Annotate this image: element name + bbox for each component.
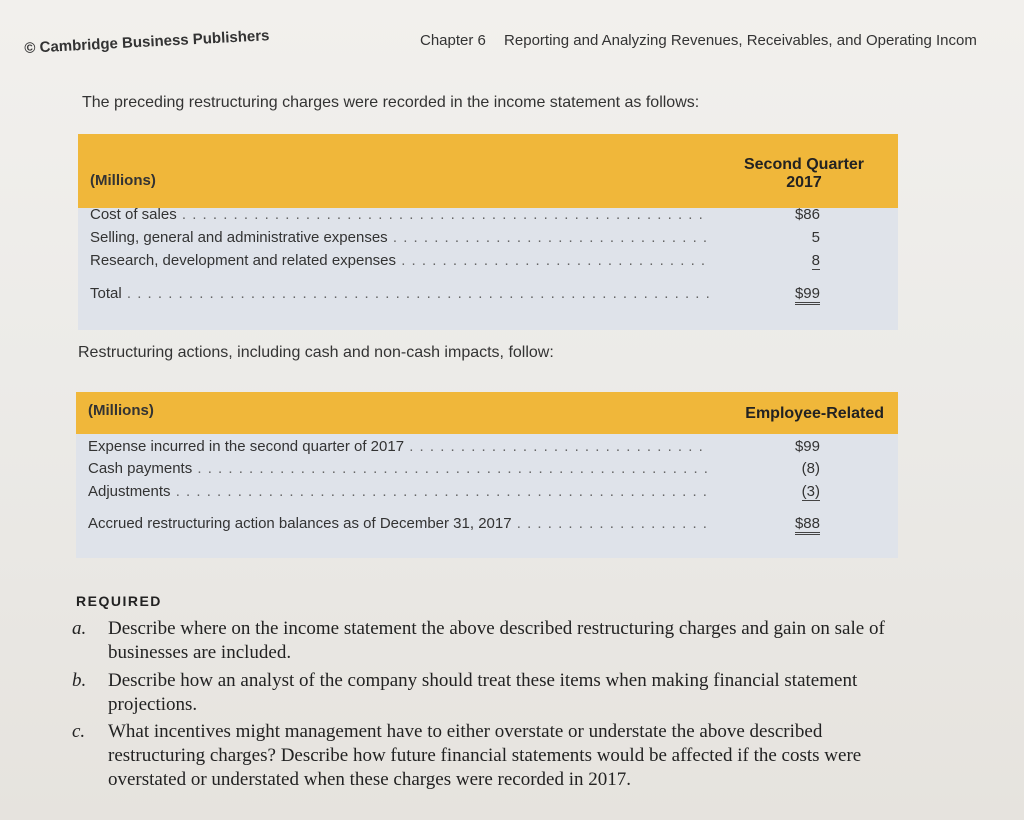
unit-label: (Millions)	[88, 402, 154, 419]
column-header: Employee-Related	[745, 405, 884, 422]
table-row	[90, 252, 898, 274]
income-statement-table	[78, 134, 898, 330]
table-row	[90, 206, 898, 228]
table-row	[88, 483, 898, 505]
question-a	[72, 617, 912, 665]
row-label: Adjustments . . .	[88, 483, 708, 500]
unit-label: (Millions)	[90, 172, 156, 189]
question-text: What incentives might management have to either overstate or understate the above described restructuring charges? Describe how future financial statements would be affected if the costs were overstated or understated when these charges were recorded in 2017.	[108, 721, 862, 790]
question-text: Describe how an analyst of the company should treat these items when making financial statement projections.	[108, 670, 858, 715]
question-c	[72, 720, 912, 792]
restructuring-actions-table	[76, 392, 898, 558]
question-letter: b.	[72, 670, 87, 691]
table-header	[78, 134, 898, 208]
chapter-header	[420, 32, 977, 49]
question-b	[72, 669, 912, 717]
total-label: Accrued restructuring action balances as of December 31, 2017 . . .	[88, 515, 708, 532]
row-label: Cost of sales . . .	[90, 206, 710, 223]
chapter-number: Chapter 6	[420, 32, 486, 49]
table-header	[76, 392, 898, 434]
total-row	[88, 515, 898, 537]
total-label: Total . . .	[90, 285, 710, 302]
question-letter: c.	[72, 721, 86, 742]
table-row	[88, 438, 898, 460]
table-row	[90, 229, 898, 251]
row-label: Expense incurred in the second quarter of 2017 . . .	[88, 438, 708, 455]
restructuring-intro-text: Restructuring actions, including cash and non-cash impacts, follow:	[78, 344, 554, 361]
row-value: (8)	[801, 460, 820, 477]
question-letter: a.	[72, 618, 87, 639]
column-header	[724, 156, 884, 192]
chapter-title: Reporting and Analyzing Revenues, Receivables, and Operating Incom	[504, 32, 977, 49]
row-label: Research, development and related expenses . . .	[90, 252, 710, 269]
question-text: Describe where on the income statement the above described restructuring charges and gain on sale of businesses are included.	[108, 618, 885, 663]
column-header-line2: 2017	[786, 174, 822, 191]
row-label: Selling, general and administrative expenses . . .	[90, 229, 710, 246]
total-value	[760, 515, 820, 532]
row-value	[760, 483, 820, 500]
underlined-value: 8	[811, 252, 820, 269]
table-row	[88, 460, 898, 482]
double-underlined-value: $88	[795, 515, 820, 535]
row-value	[760, 252, 820, 269]
required-heading: REQUIRED	[76, 593, 162, 609]
total-value	[760, 285, 820, 302]
double-underlined-value: $99	[795, 285, 820, 305]
publisher-name: © Cambridge Business Publishers	[24, 27, 270, 57]
column-header-line1: Second Quarter	[743, 156, 865, 173]
row-value: $86	[794, 206, 820, 223]
row-label: Cash payments . . .	[88, 460, 708, 477]
total-row	[90, 285, 898, 307]
row-value: 5	[811, 229, 820, 246]
underlined-value: (3)	[801, 483, 820, 500]
row-value: $99	[794, 438, 820, 455]
intro-text: The preceding restructuring charges were recorded in the income statement as follows:	[82, 94, 700, 111]
